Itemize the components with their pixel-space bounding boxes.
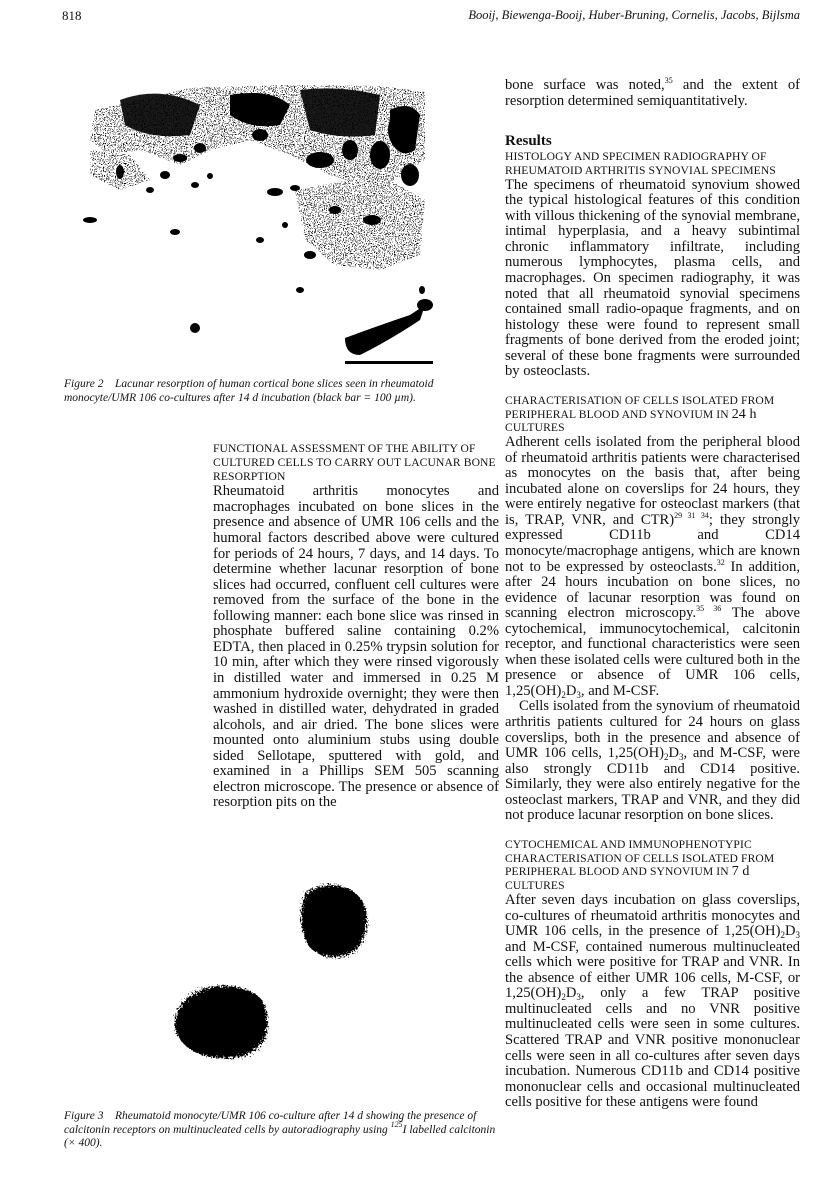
text: , only a few TRAP positive multinucleated cells and no VNR positive multinucleated cells were seen in some cultures. Scattered TRAP and VNR positive mononuclear cells were seen in all co-cultures after seven days incubation. Numerous CD11b and CD14 positive mononuclear cells and occasional multinucleated cells positive for these antigens were found bbox=[505, 985, 800, 1111]
scale-bar bbox=[345, 361, 433, 364]
paragraph-characterisation-24h-2 bbox=[505, 699, 800, 823]
text: Adherent cells isolated from the peripheral blood of rheumatoid arthritis patients were characterised as monocytes on the basis that, after being incubated alone on coverslips for 24 hours, they were entirely negative for osteoclast markers (that is, TRAP, VNR, and CTR) bbox=[505, 434, 800, 528]
text: D bbox=[784, 923, 796, 940]
subscript: 3 bbox=[576, 992, 581, 1003]
subhead-functional-assessment: FUNCTIONAL ASSESSMENT OF THE ABILITY OF CULTURED CELLS TO CARRY OUT LACUNAR BONE RESORPTION bbox=[213, 442, 496, 483]
multinucleated-cell-1 bbox=[301, 885, 367, 957]
figure-3-caption-text-end: I labelled calcitonin (× 400). bbox=[64, 1123, 496, 1149]
citation-superscript: 35 36 bbox=[696, 604, 722, 614]
micrograph-graphic bbox=[80, 80, 470, 370]
text: D bbox=[565, 985, 577, 1002]
continuation-text-end: and the extent of resorption determined semiquantitatively. bbox=[505, 77, 800, 109]
multinucleated-cell-2 bbox=[175, 986, 268, 1058]
subscript: 3 bbox=[576, 689, 581, 700]
methods-continuation bbox=[505, 78, 800, 109]
text: The above cytochemical, immunocytochemical, calcitonin receptor, and functional characteristics were seen when these isolated cells were cultured both in the presence or absence of UMR 106 cells, 1,25(OH) bbox=[505, 605, 800, 699]
subhead-end: CULTURES bbox=[505, 421, 565, 435]
isotope-superscript: 125 bbox=[390, 1119, 403, 1129]
subhead-characterisation-7d bbox=[505, 838, 800, 893]
autoradiograph-graphic bbox=[160, 860, 400, 1080]
text: D bbox=[565, 682, 577, 699]
text: After seven days incubation on glass coverslips, co-cultures of rheumatoid arthritis monocytes and UMR 106 cells, in the presence of 1,25(OH) bbox=[505, 892, 800, 940]
subhead-time: 24 h bbox=[731, 406, 757, 422]
citation-superscript: 32 bbox=[716, 557, 725, 567]
figure-3-label: Figure 3 bbox=[64, 1110, 104, 1122]
text: , and M-CSF, were also strongly CD11b and CD14 positive. Similarly, they were also entirely negative for the osteoclast markers, TRAP and VNR, and they did not produce lacunar resorption on bone slices. bbox=[505, 745, 800, 824]
citation-superscript: 29 31 34 bbox=[674, 510, 709, 520]
subscript: 2 bbox=[561, 992, 566, 1003]
figure-2-image bbox=[80, 80, 470, 370]
results-heading: Results bbox=[505, 133, 552, 150]
figure-3-image bbox=[160, 860, 400, 1080]
paragraph-functional-assessment: Rheumatoid arthritis monocytes and macrophages incubated on bone slices in the presence and absence of UMR 106 cells and the humoral factors described above were cultured for periods of 24 hours, 7 days, and 14 days. To determine whether lacunar resorption of bone slices had occurred, confluent cell cultures were removed from the surface of the bone in the following manner: each bone slice was rinsed in phosphate buffered saline containing 0.2% EDTA, then placed in 0.25% trypsin solution for 10 min, after which they were rinsed vigorously in distilled water and immersed in 0.25 M ammonium hydroxide overnight; they were then washed in distilled water, dehydrated in graded alcohols, and air dried. The bone slices were mounted onto aluminium stubs using double sided Sellotape, sputtered with gold, and examined in a Phillips SEM 505 scanning electron microscope. The presence or absence of resorption pits on the bbox=[213, 483, 499, 811]
figure-3-caption bbox=[64, 1110, 496, 1151]
citation-superscript: 35 bbox=[664, 76, 673, 85]
figure-3-caption-text: Rheumatoid monocyte/UMR 106 co-culture after 14 d showing the presence of calcitonin receptors on multinucleated cells by autoradiography using bbox=[64, 1110, 477, 1136]
figure-2-label: Figure 2 bbox=[64, 378, 104, 390]
subscript: 3 bbox=[679, 752, 684, 763]
text: ; they strongly expressed CD11b and CD14 monocyte/macrophage antigens, which are known not to be expressed by osteoclasts. bbox=[505, 511, 800, 575]
continuation-text: bone surface was noted, bbox=[505, 77, 665, 93]
page-number: 818 bbox=[62, 8, 82, 23]
text: , and M-CSF. bbox=[580, 682, 660, 699]
subhead-histology: HISTOLOGY AND SPECIMEN RADIOGRAPHY OF RHEUMATOID ARTHRITIS SYNOVIAL SPECIMENS bbox=[505, 150, 776, 177]
subhead-end: CULTURES bbox=[505, 879, 565, 893]
text: Cells isolated from the synovium of rheumatoid arthritis patients cultured for 24 hours on glass coverslips, both in the presence and absence of UMR 106 cells, 1,25(OH) bbox=[505, 698, 800, 762]
subscript: 3 bbox=[795, 930, 800, 941]
subhead-time: 7 d bbox=[731, 864, 750, 880]
left-column bbox=[213, 442, 499, 811]
figure-2-caption-text: Lacunar resorption of human cortical bone slices seen in rheumatoid monocyte/UMR 106 co-cultures after 14 d incubation (black bar = 100 µm). bbox=[64, 378, 434, 404]
subscript: 2 bbox=[561, 689, 566, 700]
subhead-characterisation-24h bbox=[505, 394, 800, 435]
text: and M-CSF, contained numerous multinucleated cells which were positive for TRAP and VNR. In the absence of either UMR 106 cells, M-CSF, or 1,25(OH) bbox=[505, 938, 800, 1002]
text: In addition, after 24 hours incubation on bone slices, no evidence of lacunar resorption was found on scanning electron microscopy. bbox=[505, 558, 800, 622]
running-head-authors: Booij, Biewenga-Booij, Huber-Bruning, Cornelis, Jacobs, Bijlsma bbox=[468, 8, 800, 22]
paragraph-characterisation-24h-1 bbox=[505, 435, 800, 699]
subhead-text: CHARACTERISATION OF CELLS ISOLATED FROM PERIPHERAL BLOOD AND SYNOVIUM IN bbox=[505, 393, 775, 421]
figure-2-caption bbox=[64, 378, 496, 405]
subscript: 2 bbox=[780, 930, 785, 941]
subscript: 2 bbox=[663, 752, 669, 763]
right-column bbox=[505, 78, 800, 1111]
paragraph-characterisation-7d bbox=[505, 893, 800, 1111]
text: D bbox=[668, 745, 680, 762]
paragraph-histology: The specimens of rheumatoid synovium showed the typical histological features of this condition with villous thickening of the synovial membrane, intimal hyperplasia, and a heavy subintimal chronic inflammatory infiltrate, including numerous lymphocytes, plasma cells, and macrophages. On specimen radiography, it was noted that all rheumatoid synovial specimens contained small radio-opaque fragments, and on histology these were found to represent small fragments of bone derived from the eroded joint; several of these bone fragments were surrounded by osteoclasts. bbox=[505, 176, 800, 380]
subhead-text: CYTOCHEMICAL AND IMMUNOPHENOTYPIC CHARACTERISATION OF CELLS ISOLATED FROM PERIPHERAL BLOOD AND SYNOVIUM IN bbox=[505, 837, 775, 879]
